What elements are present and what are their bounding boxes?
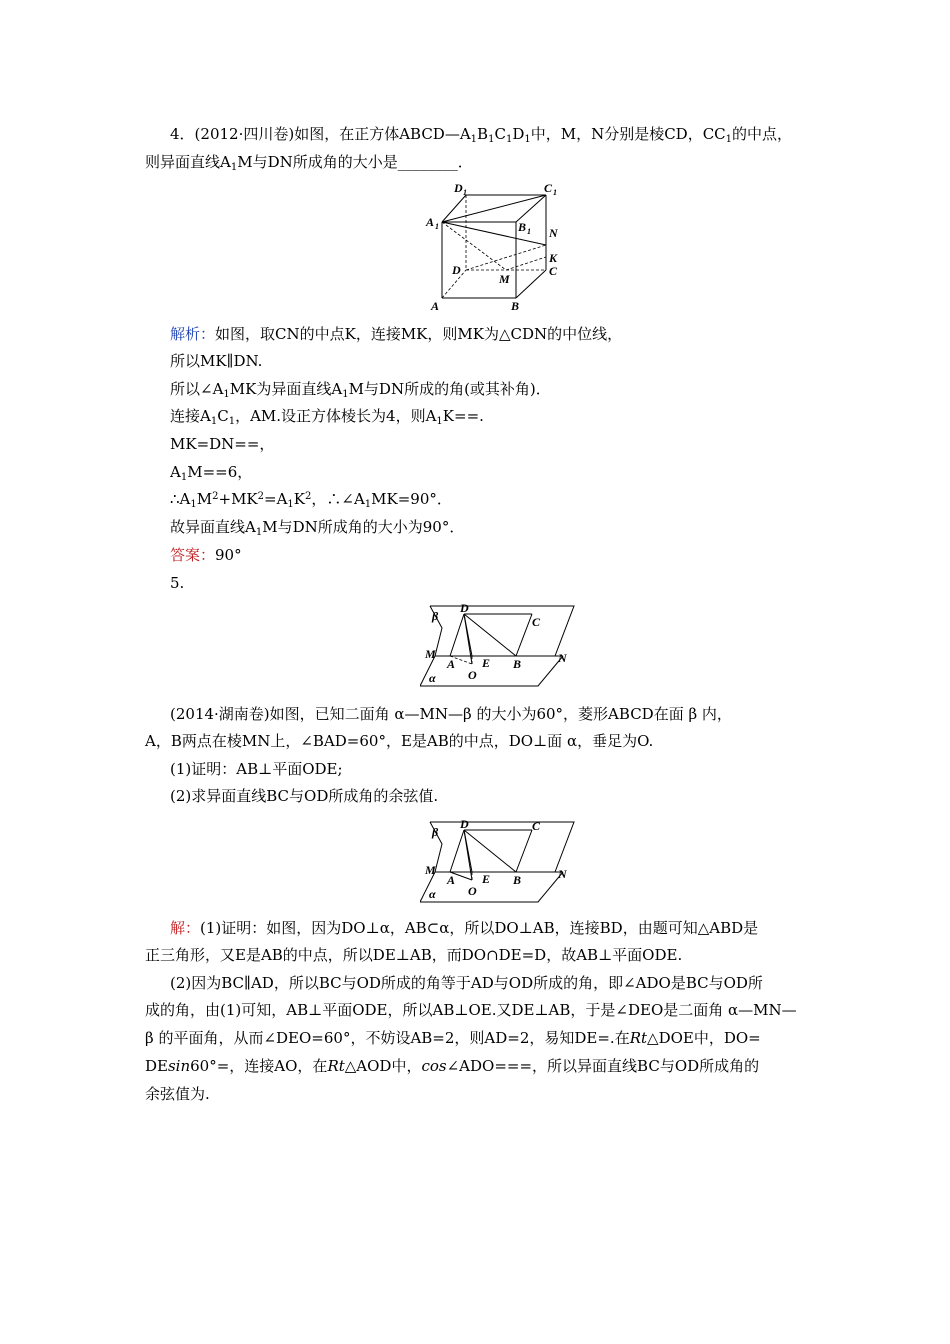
fig3-label-n: N: [558, 867, 567, 881]
fig2-label-e: E: [482, 656, 491, 670]
fig1-label-b: B: [511, 299, 520, 313]
fig1-label-m: M: [499, 272, 510, 286]
dihedral-figure-2: [420, 816, 590, 908]
fig1-label-c1: C: [544, 181, 553, 195]
fig3-label-m: M: [425, 863, 436, 877]
sol4-line1: 解析：如图，取CN的中点K，连接MK，则MK为△CDN的中位线，: [170, 325, 623, 343]
sol5-line7: 余弦值为.: [145, 1085, 210, 1103]
fig3-label-o: O: [468, 884, 477, 898]
sol5-line2: 正三角形，又E是AB的中点，所以DE⊥AB，而DO∩DE=D，故AB⊥平面ODE.: [145, 946, 683, 964]
fig1-label-n: N: [549, 226, 558, 240]
sol4-line4: 连接$A_1C_1$，AM.设正方体棱长为4，则$A_1K==$.: [170, 407, 484, 427]
fig2-label-c: C: [532, 615, 541, 629]
svg-text:1: 1: [435, 222, 439, 231]
dihedral-figure-1: [420, 600, 590, 692]
sol5-line6: DEsin60°=，连接AO，在Rt△AOD中，cos∠ADO===，所以异面直线BC与OD所成角的: [145, 1057, 760, 1075]
svg-text:1: 1: [553, 188, 557, 197]
q5-number: 5.: [170, 574, 185, 592]
q5-line2: A，B两点在棱MN上，∠BAD=60°，E是AB的中点，DO⊥面 α，垂足为O.: [145, 732, 654, 750]
sol4-line2: 所以MK∥DN.: [170, 352, 263, 370]
cube-figure: [420, 180, 570, 315]
sol4-line6: $A_1M==6$，: [170, 463, 253, 483]
fig3-label-beta: β: [432, 825, 439, 839]
fig2-label-o: O: [468, 668, 477, 682]
fig3-label-alpha: α: [429, 887, 436, 901]
sol4-line8: 故异面直线$A_1M$与DN所成角的大小为90°．: [170, 518, 465, 538]
fig2-label-alpha: α: [429, 671, 436, 685]
fig2-label-b: B: [513, 657, 522, 671]
sol5-line4: 成的角，由(1)可知，AB⊥平面ODE，所以AB⊥OE.又DE⊥AB，于是∠DEO是二面角 α—MN—: [145, 1001, 797, 1019]
fig2-label-a: A: [447, 657, 456, 671]
svg-text:1: 1: [527, 227, 531, 236]
sol5-line5: β 的平面角，从而∠DEO=60°，不妨设AB=2，则AD=2，易知DE=.在Rt△DOE中，DO=: [145, 1029, 761, 1047]
sol4-line3: 所以$\angle A_1MK$为异面直线$A_1M$与DN所成的角(或其补角)．: [170, 380, 551, 400]
q4-line1: 4．(2012·四川卷)如图，在正方体$ABCD—A_1B_1C_1D_1$中，M，N分别是棱CD，$CC_1$的中点，: [170, 125, 793, 145]
q5-line4: (2)求异面直线BC与OD所成角的余弦值.: [170, 787, 439, 805]
q4-line2: 则异面直线$A_1M$与DN所成角的大小是________．: [145, 153, 473, 173]
fig1-label-d: D: [452, 263, 461, 277]
sol5-line3: (2)因为BC∥AD，所以BC与OD所成的角等于AD与OD所成的角，即∠ADO是BC与OD所: [170, 974, 763, 992]
q5-line3: (1)证明：AB⊥平面ODE;: [170, 760, 343, 778]
fig3-label-e: E: [482, 872, 491, 886]
fig1-label-k: K: [549, 251, 558, 265]
sol4-line7: $\therefore A_1M^2+MK^2=A_1K^2$，$\therefore\angle A_1MK=90^\circ$．: [170, 490, 452, 510]
svg-text:1: 1: [463, 188, 467, 197]
fig3-label-b: B: [513, 873, 522, 887]
fig3-label-a: A: [447, 873, 456, 887]
fig2-label-n: N: [558, 651, 567, 665]
fig1-label-a1: A: [426, 215, 435, 229]
q5-line1: (2014·湖南卷)如图，已知二面角 α—MN—β 的大小为60°，菱形ABCD在面 β 内，: [170, 705, 732, 723]
sol5-line1: 解：(1)证明：如图，因为DO⊥α，AB⊂α，所以DO⊥AB，连接BD，由题可知△ABD是: [170, 919, 759, 937]
fig2-label-beta: β: [432, 609, 439, 623]
sol4-line5: MK=DN==，: [170, 435, 275, 453]
fig3-label-d: D: [460, 817, 469, 831]
fig1-label-c: C: [549, 264, 558, 278]
fig1-label-b1: B: [518, 220, 527, 234]
fig2-label-d: D: [460, 601, 469, 615]
fig1-label-d1: D: [454, 181, 463, 195]
sol4-answer: 答案：90°: [170, 546, 242, 564]
fig1-label-a: A: [431, 299, 440, 313]
fig3-label-c: C: [532, 819, 541, 833]
fig2-label-m: M: [425, 647, 436, 661]
